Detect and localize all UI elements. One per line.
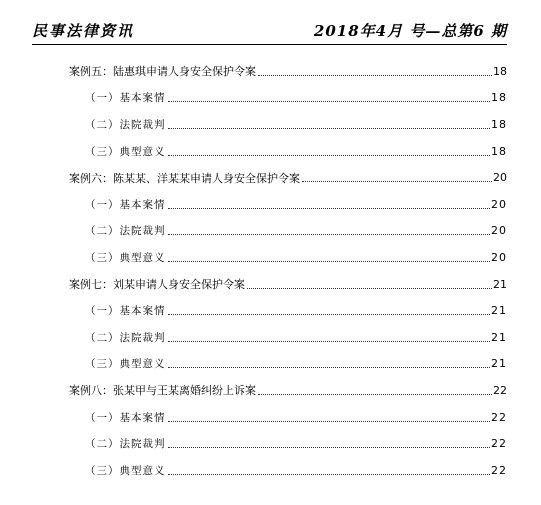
- toc-page-number: 20: [491, 250, 507, 264]
- toc-case-entry[interactable]: [69, 377, 507, 404]
- dot-leader: [168, 234, 491, 235]
- toc-entry-label: 案例八：张某甲与王某离婚纠纷上诉案: [69, 384, 256, 398]
- toc-entry-label: （一）基本案情: [85, 305, 166, 318]
- toc-page-number: 22: [491, 437, 507, 451]
- toc-subsection-entry[interactable]: [69, 351, 507, 378]
- toc-entry-label: （二）法院裁判: [85, 225, 166, 238]
- dot-leader: [302, 181, 492, 182]
- table-of-contents: [69, 58, 507, 484]
- dot-leader: [168, 421, 491, 422]
- toc-entry-label: 案例五：陆惠琪申请人身安全保护令案: [69, 65, 256, 79]
- toc-subsection-entry[interactable]: [69, 191, 507, 218]
- toc-case-entry[interactable]: [69, 271, 507, 298]
- toc-page-number: 20: [491, 197, 507, 211]
- dot-leader: [168, 155, 491, 156]
- toc-subsection-entry[interactable]: [69, 85, 507, 112]
- toc-page-number: 22: [491, 463, 507, 477]
- toc-entry-label: （一）基本案情: [85, 198, 166, 211]
- toc-page-number: 18: [491, 117, 507, 131]
- dot-leader: [168, 101, 491, 102]
- toc-page-number: 21: [491, 330, 507, 344]
- toc-page-number: 18: [493, 64, 507, 78]
- toc-entry-label: （三）典型意义: [85, 251, 166, 264]
- toc-page-number: 21: [491, 357, 507, 371]
- toc-page-number: 18: [491, 91, 507, 105]
- dot-leader: [168, 314, 491, 315]
- dot-leader: [168, 474, 491, 475]
- toc-subsection-entry[interactable]: [69, 404, 507, 431]
- dot-leader: [258, 75, 492, 76]
- toc-subsection-entry[interactable]: [69, 297, 507, 324]
- toc-page-number: 22: [493, 383, 507, 397]
- toc-entry-label: 案例七：刘某申请人身安全保护令案: [69, 278, 245, 292]
- toc-subsection-entry[interactable]: [69, 457, 507, 484]
- toc-subsection-entry[interactable]: [69, 111, 507, 138]
- toc-entry-label: （二）法院裁判: [85, 331, 166, 344]
- toc-subsection-entry[interactable]: [69, 138, 507, 165]
- page-header: [32, 20, 507, 44]
- toc-subsection-entry[interactable]: [69, 218, 507, 245]
- publication-title: 民事法律资讯: [32, 22, 135, 40]
- toc-subsection-entry[interactable]: [69, 324, 507, 351]
- toc-case-entry[interactable]: [69, 58, 507, 85]
- dot-leader: [168, 208, 491, 209]
- header-divider: [32, 44, 507, 45]
- toc-subsection-entry[interactable]: [69, 244, 507, 271]
- dot-leader: [258, 394, 492, 395]
- toc-subsection-entry[interactable]: [69, 430, 507, 457]
- toc-entry-label: （三）典型意义: [85, 358, 166, 371]
- toc-page-number: 21: [491, 304, 507, 318]
- toc-entry-label: 案例六：陈某某、洋某某申请人身安全保护令案: [69, 171, 300, 185]
- toc-entry-label: （三）典型意义: [85, 145, 166, 158]
- toc-entry-label: （一）基本案情: [85, 411, 166, 424]
- dot-leader: [168, 341, 491, 342]
- toc-page-number: 20: [493, 171, 507, 185]
- toc-page-number: 20: [491, 224, 507, 238]
- issue-info: 2018年4月 号—总第6 期: [313, 22, 507, 40]
- toc-page-number: 18: [491, 144, 507, 158]
- toc-page-number: 22: [491, 410, 507, 424]
- dot-leader: [168, 367, 491, 368]
- dot-leader: [247, 288, 492, 289]
- toc-entry-label: （一）基本案情: [85, 92, 166, 105]
- toc-page-number: 21: [493, 277, 507, 291]
- dot-leader: [168, 447, 491, 448]
- dot-leader: [168, 128, 491, 129]
- toc-entry-label: （二）法院裁判: [85, 118, 166, 131]
- toc-entry-label: （二）法院裁判: [85, 438, 166, 451]
- toc-entry-label: （三）典型意义: [85, 464, 166, 477]
- toc-case-entry[interactable]: [69, 164, 507, 191]
- dot-leader: [168, 261, 491, 262]
